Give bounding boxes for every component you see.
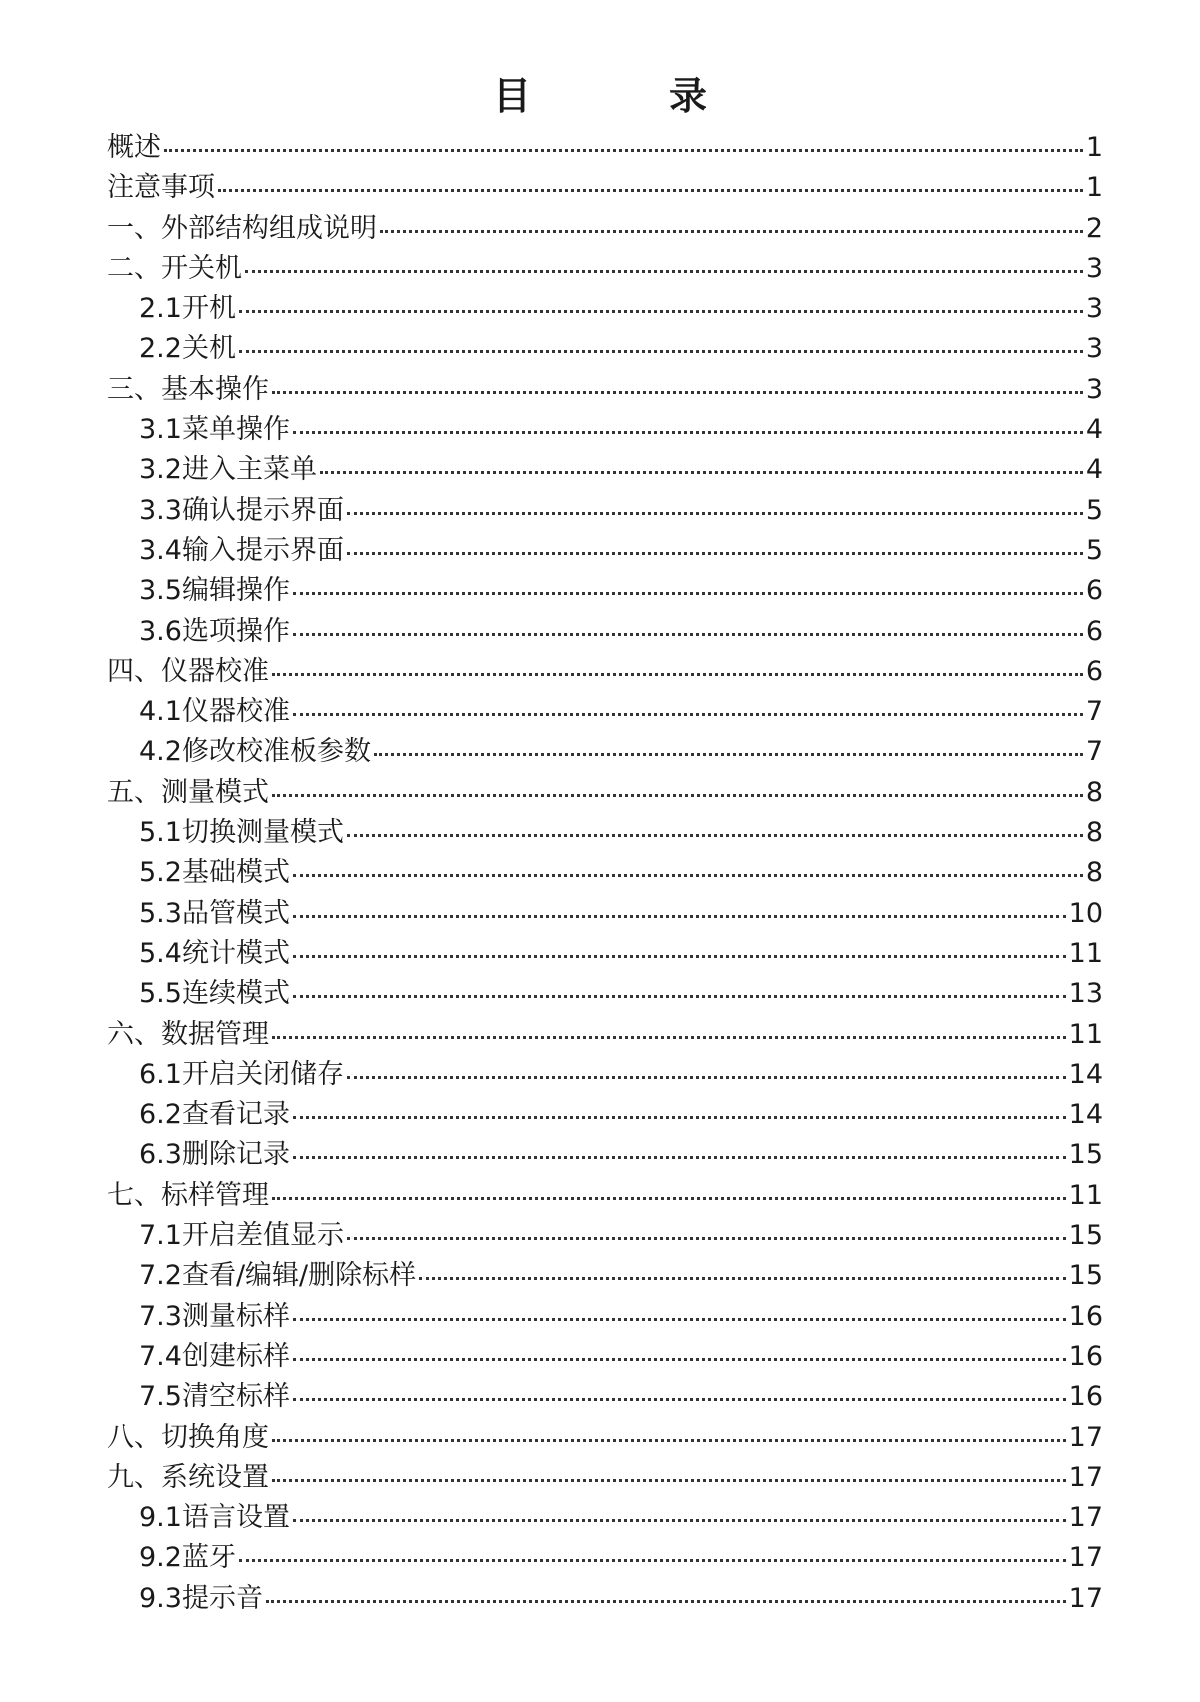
toc-entry[interactable] [107, 491, 1103, 531]
toc-entry-page-number: 7 [1085, 696, 1103, 728]
toc-entry[interactable] [107, 1538, 1103, 1578]
toc-entry-page-number: 16 [1068, 1300, 1103, 1332]
dot-leader [293, 911, 1066, 918]
dot-leader [293, 1354, 1066, 1361]
toc-entry-page-number: 3 [1085, 333, 1103, 365]
toc-entry-label: 八、切换角度 [107, 1421, 269, 1453]
toc-entry[interactable] [107, 1135, 1103, 1175]
toc-entry[interactable] [107, 1377, 1103, 1417]
toc-entry-page-number: 15 [1068, 1260, 1103, 1292]
toc-entry[interactable] [107, 1418, 1103, 1458]
toc-entry-label: 6.2查看记录 [139, 1099, 290, 1131]
toc-entry[interactable] [107, 1297, 1103, 1337]
toc-entry[interactable] [107, 1579, 1103, 1619]
toc-entry-page-number: 16 [1068, 1381, 1103, 1413]
toc-entry-page-number: 6 [1085, 615, 1103, 647]
toc-entry[interactable] [107, 692, 1103, 732]
toc-entry[interactable] [107, 1458, 1103, 1498]
toc-entry[interactable] [107, 1337, 1103, 1377]
toc-entry-page-number: 1 [1085, 132, 1103, 163]
toc-entry-label: 7.2查看/编辑/删除标样 [139, 1260, 417, 1292]
toc-entry-page-number: 17 [1068, 1582, 1103, 1614]
dot-leader [380, 226, 1083, 233]
toc-entry-page-number: 14 [1068, 1099, 1103, 1131]
dot-leader [245, 266, 1083, 273]
dot-leader [272, 1193, 1066, 1200]
toc-entry-label: 4.1仪器校准 [139, 696, 290, 728]
toc-entry[interactable] [107, 1498, 1103, 1538]
toc-entry-page-number: 5 [1085, 494, 1103, 526]
toc-entry-page-number: 8 [1085, 776, 1103, 808]
toc-entry[interactable] [107, 370, 1103, 410]
toc-entry-page-number: 17 [1068, 1502, 1103, 1534]
toc-entry-label: 7.5清空标样 [139, 1381, 290, 1413]
toc-entry-label: 5.5连续模式 [139, 978, 290, 1010]
toc-entry-label: 5.3品管模式 [139, 897, 290, 929]
dot-leader [347, 1233, 1066, 1240]
toc-entry-label: 5.4统计模式 [139, 937, 290, 969]
toc-entry-page-number: 1 [1085, 172, 1103, 204]
dot-leader [293, 991, 1066, 998]
toc-entry-page-number: 11 [1068, 937, 1103, 969]
toc-entry[interactable] [107, 209, 1103, 249]
toc-entry-label: 2.1开机 [139, 293, 236, 325]
toc-entry-label: 三、基本操作 [107, 373, 269, 405]
dot-leader [272, 1032, 1066, 1039]
toc-entry[interactable] [107, 410, 1103, 450]
toc-entry-page-number: 3 [1085, 293, 1103, 325]
toc-entry-label: 五、测量模式 [107, 776, 269, 808]
toc-entry-label: 9.3提示音 [139, 1582, 263, 1614]
toc-entry-label: 9.1语言设置 [139, 1502, 290, 1534]
toc-entry[interactable] [107, 1176, 1103, 1216]
toc-entry-label: 7.3测量标样 [139, 1300, 290, 1332]
toc-entry-page-number: 17 [1068, 1542, 1103, 1574]
toc-entry[interactable] [107, 612, 1103, 652]
toc-entry-page-number: 16 [1068, 1340, 1103, 1372]
dot-leader [293, 951, 1066, 958]
toc-entry-page-number: 4 [1085, 414, 1103, 446]
toc-entry-label: 二、开关机 [107, 252, 242, 284]
toc-entry[interactable] [107, 1256, 1103, 1296]
dot-leader [239, 1555, 1066, 1562]
dot-leader [164, 145, 1083, 152]
toc-entry[interactable] [107, 531, 1103, 571]
toc-entry-label: 九、系统设置 [107, 1461, 269, 1493]
dot-leader [293, 1152, 1066, 1159]
toc-entry[interactable] [107, 450, 1103, 490]
toc-entry-page-number: 3 [1085, 252, 1103, 284]
toc-entry-page-number: 6 [1085, 575, 1103, 607]
toc-entry-label: 七、标样管理 [107, 1179, 269, 1211]
toc-entry-label: 注意事项 [107, 172, 215, 204]
dot-leader [347, 508, 1083, 515]
toc-entry[interactable] [107, 813, 1103, 853]
toc-entry-page-number: 4 [1085, 454, 1103, 486]
toc-entry[interactable] [107, 732, 1103, 772]
toc-entry-label: 7.4创建标样 [139, 1340, 290, 1372]
toc-entry[interactable] [107, 853, 1103, 893]
toc-entry-page-number: 17 [1068, 1461, 1103, 1493]
toc-entry-page-number: 6 [1085, 655, 1103, 687]
dot-leader [272, 790, 1083, 797]
dot-leader [239, 346, 1083, 353]
toc-entry-page-number: 13 [1068, 978, 1103, 1010]
toc-entry-label: 5.2基础模式 [139, 857, 290, 889]
toc-entry-label: 一、外部结构组成说明 [107, 212, 377, 244]
toc-entry-page-number: 17 [1068, 1421, 1103, 1453]
dot-leader [293, 709, 1083, 716]
toc-entry[interactable] [107, 1216, 1103, 1256]
dot-leader [293, 1314, 1066, 1321]
toc-entry[interactable] [107, 329, 1103, 369]
dot-leader [320, 467, 1083, 474]
dot-leader [347, 548, 1083, 555]
dot-leader [293, 1112, 1066, 1119]
toc-entry-page-number: 8 [1085, 817, 1103, 849]
toc-entry[interactable] [107, 128, 1103, 168]
dot-leader [218, 185, 1083, 192]
toc-entry-page-number: 2 [1085, 212, 1103, 244]
toc-entry-label: 概述 [107, 132, 161, 163]
toc-entry[interactable] [107, 571, 1103, 611]
dot-leader [347, 1072, 1066, 1079]
toc-entry-page-number: 11 [1068, 1179, 1103, 1211]
toc-entry-page-number: 15 [1068, 1220, 1103, 1252]
toc-entry-page-number: 5 [1085, 534, 1103, 566]
toc-entry-label: 6.3删除记录 [139, 1139, 290, 1171]
toc-entry[interactable] [107, 289, 1103, 329]
dot-leader [272, 669, 1083, 676]
toc-entry-label: 四、仪器校准 [107, 655, 269, 687]
toc-entry-label: 6.1开启关闭储存 [139, 1058, 344, 1090]
dot-leader [239, 306, 1083, 313]
dot-leader [419, 1273, 1066, 1280]
toc-entry[interactable] [107, 894, 1103, 934]
dot-leader [293, 427, 1083, 434]
toc-entry-label: 5.1切换测量模式 [139, 817, 344, 849]
toc-entry[interactable] [107, 1015, 1103, 1055]
dot-leader [293, 629, 1083, 636]
toc-entry-label: 9.2蓝牙 [139, 1542, 236, 1574]
toc-entry[interactable] [107, 1055, 1103, 1095]
toc-entry-label: 7.1开启差值显示 [139, 1220, 344, 1252]
toc-entry-page-number: 7 [1085, 736, 1103, 768]
toc-entry-label: 3.3确认提示界面 [139, 494, 344, 526]
toc-entry-label: 六、数据管理 [107, 1018, 269, 1050]
toc-entry-page-number: 10 [1068, 897, 1103, 929]
page-title: 目 录 [492, 74, 757, 118]
toc-entry-label: 3.2进入主菜单 [139, 454, 317, 486]
dot-leader [266, 1596, 1066, 1603]
toc-entry[interactable] [107, 168, 1103, 208]
toc-entry-label: 3.6选项操作 [139, 615, 290, 647]
toc-entry-label: 3.1菜单操作 [139, 414, 290, 446]
dot-leader [374, 749, 1083, 756]
toc-entry-page-number: 3 [1085, 373, 1103, 405]
dot-leader [293, 1394, 1066, 1401]
toc-entry-page-number: 15 [1068, 1139, 1103, 1171]
toc-entry-page-number: 14 [1068, 1058, 1103, 1090]
dot-leader [293, 588, 1083, 595]
dot-leader [347, 830, 1083, 837]
toc-entry-label: 4.2修改校准板参数 [139, 736, 371, 768]
toc-entry-label: 3.5编辑操作 [139, 575, 290, 607]
dot-leader [293, 1515, 1066, 1522]
toc-entry[interactable] [107, 934, 1103, 974]
toc-entry[interactable] [107, 652, 1103, 692]
toc-entry-page-number: 11 [1068, 1018, 1103, 1050]
toc-entry[interactable] [107, 249, 1103, 289]
dot-leader [272, 1435, 1066, 1442]
toc-entry-page-number: 8 [1085, 857, 1103, 889]
toc-entry[interactable] [107, 1095, 1103, 1135]
toc-entry-label: 3.4输入提示界面 [139, 534, 344, 566]
toc-entry-label: 2.2关机 [139, 333, 236, 365]
table-of-contents [107, 128, 1103, 1619]
toc-entry[interactable] [107, 974, 1103, 1014]
dot-leader [293, 870, 1083, 877]
dot-leader [272, 1475, 1066, 1482]
dot-leader [272, 387, 1083, 394]
toc-entry[interactable] [107, 773, 1103, 813]
